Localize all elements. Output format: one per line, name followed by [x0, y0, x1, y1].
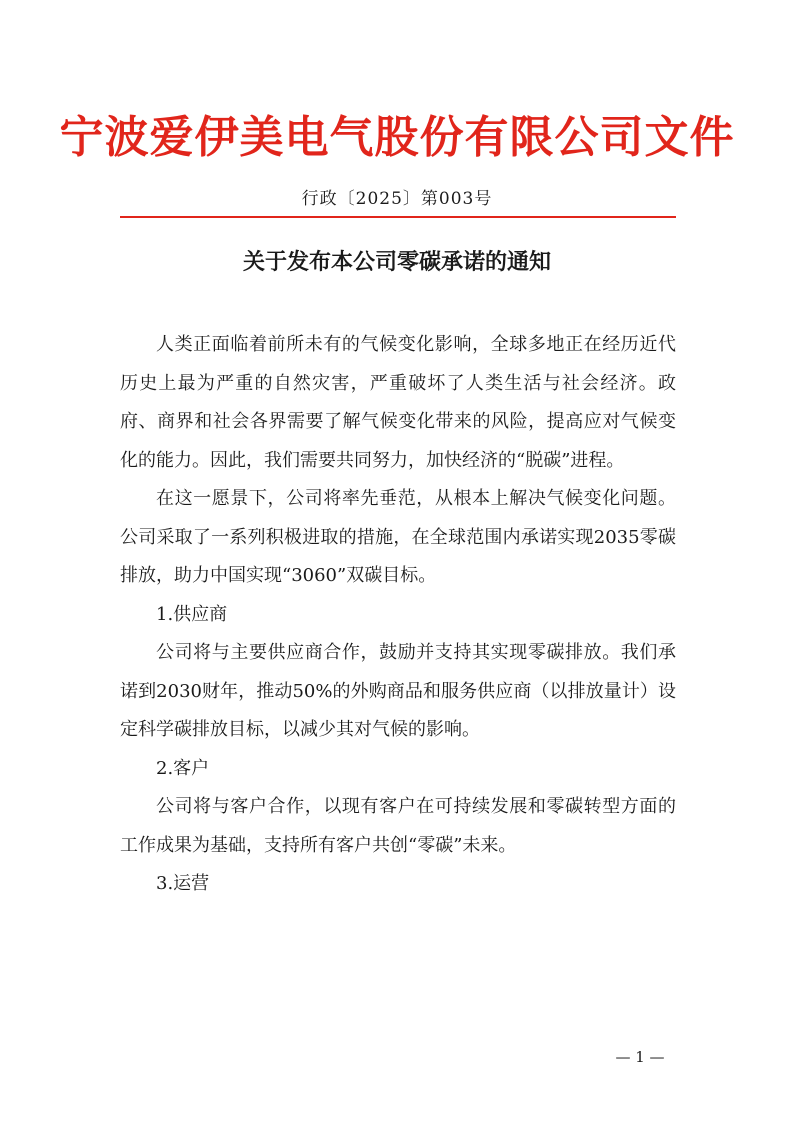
section-heading-suppliers: 1.供应商	[156, 603, 228, 625]
document-number: 行政〔2025〕第003号	[301, 189, 493, 209]
document-header-title: 宁波爱伊美电气股份有限公司文件	[59, 112, 735, 163]
section-heading-customers: 2.客户	[156, 757, 210, 779]
paragraph-suppliers: 公司将与主要供应商合作，鼓励并支持其实现零碳排放。我们承诺到2030财年，推动50%的外购商品和服务供应商（以排放量计）设定科学碳排放目标，以减少其对气候的影响。	[120, 642, 676, 740]
paragraph-intro: 人类正面临着前所未有的气候变化影响，全球多地正在经历近代历史上最为严重的自然灾害，严重破坏了人类生活与社会经济。政府、商界和社会各界需要了解气候变化带来的风险，提高应对气候变化的能力。因此，我们需要共同努力，加快经济的“脱碳”进程。	[120, 334, 676, 471]
page-number: — 1 —	[615, 1048, 665, 1066]
header-red-divider	[120, 216, 676, 218]
section-heading-operations: 3.运营	[156, 873, 210, 894]
paragraph-customers: 公司将与客户合作，以现有客户在可持续发展和零碳转型方面的工作成果为基础，支持所有客户共创“零碳”未来。	[120, 796, 676, 856]
notice-title: 关于发布本公司零碳承诺的通知	[242, 249, 551, 275]
document-body	[120, 326, 676, 904]
paragraph-vision: 在这一愿景下，公司将率先垂范，从根本上解决气候变化问题。公司采取了一系列积极进取的措施，在全球范围内承诺实现2035零碳排放，助力中国实现“3060”双碳目标。	[120, 488, 676, 586]
